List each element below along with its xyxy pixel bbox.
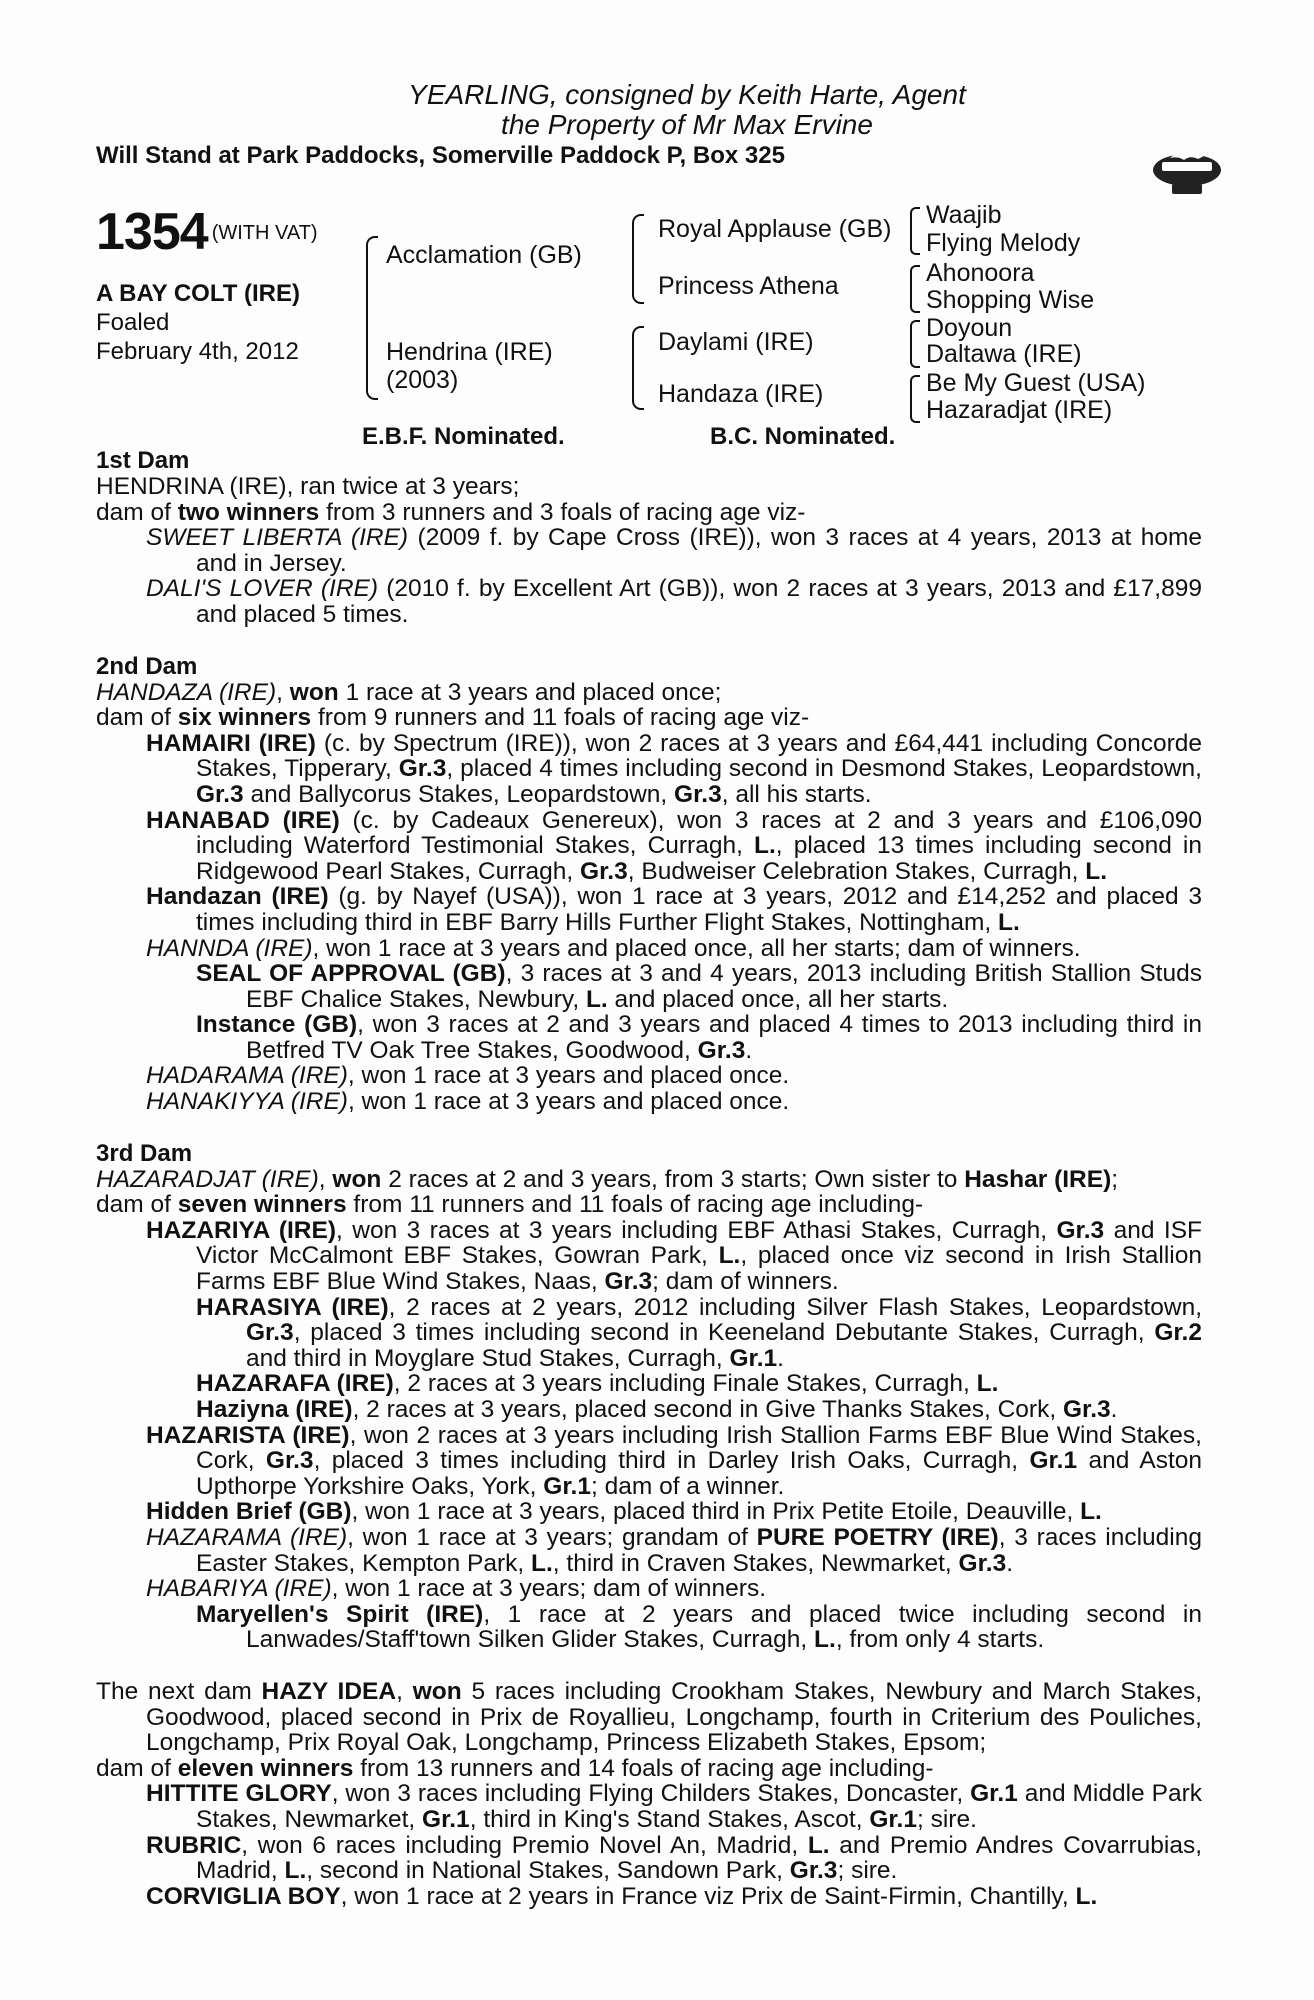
granddam-3: Daltawa (IRE) <box>926 340 1082 368</box>
dam: Hendrina (IRE) <box>386 338 553 366</box>
list-item: HABARIYA (IRE), won 1 race at 3 years; dam of winners. <box>146 1575 767 1603</box>
sire-dam: Princess Athena <box>658 272 839 300</box>
vat-label: (WITH VAT) <box>211 222 318 244</box>
lot-block <box>96 203 356 366</box>
list-item: Haziyna (IRE), 2 races at 3 years, placed second in Give Thanks Stakes, Cork, Gr.3. <box>196 1396 1118 1423</box>
foaled-label: Foaled <box>96 309 170 336</box>
list-item: HAZARAFA (IRE), 2 races at 3 years including Finale Stakes, Curragh, L. <box>196 1370 999 1398</box>
catalogue-body <box>96 448 1202 1909</box>
list-item: HADARAMA (IRE), won 1 race at 3 years and placed once. <box>146 1062 790 1090</box>
list-item: Maryellen's Spirit (IRE), 1 race at 2 years and placed twice including second in Lanwades/Staff'town Silken Glider Stakes, Curragh, L., from only 4 starts. <box>196 1600 1202 1654</box>
granddam-2: Shopping Wise <box>926 286 1095 314</box>
sire-sire: Royal Applause (GB) <box>658 215 892 243</box>
grandsire-4: Be My Guest (USA) <box>926 369 1146 397</box>
sire: Acclamation (GB) <box>386 241 582 269</box>
yearling-bonus-badge-icon <box>1148 148 1226 200</box>
bc-nominated: B.C. Nominated. <box>710 423 896 450</box>
list-item: DALI'S LOVER (IRE) (2010 f. by Excellent Art (GB)), won 2 races at 3 years, 2013 and £17,899 and placed 5 times. <box>146 575 1202 628</box>
first-dam-line: HENDRINA (IRE), ran twice at 3 years; <box>96 473 520 500</box>
granddam-1: Flying Melody <box>926 229 1081 257</box>
list-item: HANABAD (IRE) (c. by Cadeaux Genereux), won 3 races at 2 and 3 years and £106,090 including Waterford Testimonial Stakes, Curragh, L., placed 13 times including second in Ridgewood Pearl Stakes, Curragh, Gr.3, Budweiser Celebration Stakes, Curragh, L. <box>146 806 1202 885</box>
list-item: HANNDA (IRE), won 1 race at 3 years and placed once, all her starts; dam of winners. <box>146 934 1081 962</box>
property-line: the Property of Mr Max Ervine <box>501 109 873 140</box>
list-item: Handazan (IRE) (g. by Nayef (USA)), won 1 race at 3 years, 2012 and £14,252 and placed 3 times including third in EBF Barry Hills Further Flight Stakes, Nottingham, L. <box>146 883 1202 936</box>
g-brace-1 <box>910 207 920 255</box>
g-brace-4 <box>910 375 920 423</box>
list-item: Hidden Brief (GB), won 1 race at 3 years, placed third in Prix Petite Etoile, Deauville, L. <box>146 1498 1102 1526</box>
ebf-nominated: E.B.F. Nominated. <box>362 423 565 450</box>
location-line: Will Stand at Park Paddocks, Somerville Paddock P, Box 325 <box>96 142 785 169</box>
list-item: HAZARISTA (IRE), won 2 races at 3 years including Irish Stallion Farms EBF Blue Wind Stakes, Cork, Gr.3, placed 3 times including third in Darley Irish Oaks, Curragh, Gr.1 and Aston Upthorpe Yorkshire Oaks, York, Gr.1; dam of a winner. <box>146 1421 1203 1500</box>
lot-description: A BAY COLT (IRE) <box>96 280 301 307</box>
g-brace-2 <box>910 265 920 313</box>
list-item: Instance (GB), won 3 races at 2 and 3 years and placed 4 times to 2013 including third in Betfred TV Oak Tree Stakes, Goodwood, Gr.3. <box>196 1011 1202 1064</box>
list-item: HANAKIYYA (IRE), won 1 race at 3 years and placed once. <box>146 1088 790 1116</box>
grandsire-3: Doyoun <box>926 314 1013 342</box>
next-dam-produce: dam of eleven winners from 13 runners and 14 foals of racing age including- <box>96 1754 934 1782</box>
dam-line-brace <box>632 326 644 410</box>
list-item: SEAL OF APPROVAL (GB), 3 races at 3 and 4 years, 2013 including British Stallion Studs EBF Chalice Stakes, Newbury, L. and placed once, all her starts. <box>196 960 1202 1013</box>
list-item: HITTITE GLORY, won 3 races including Flying Childers Stakes, Doncaster, Gr.1 and Middle Park Stakes, Newmarket, Gr.1, third in King's Stand Stakes, Ascot, Gr.1; sire. <box>146 1780 1202 1833</box>
pedigree-brace <box>366 236 378 400</box>
first-dam-heading: 1st Dam <box>96 447 190 474</box>
next-dam-line: The next dam HAZY IDEA, won 5 races including Crookham Stakes, Newbury and March Stakes, Goodwood, placed second in Prix de Royallieu, Longchamp, fourth in Criterium des Pouliches, Longchamp, Prix Royal Oak, Longchamp, Princess Elizabeth Stakes, Epsom; <box>96 1677 1203 1757</box>
third-dam-line: HAZARADJAT (IRE), won 2 races at 2 and 3 years, from 3 starts; Own sister to Hashar (IRE); <box>96 1165 1119 1193</box>
grandsire-2: Ahonoora <box>926 259 1035 287</box>
foaled-date: February 4th, 2012 <box>96 338 299 365</box>
list-item: HARASIYA (IRE), 2 races at 2 years, 2012 including Silver Flash Stakes, Leopardstown, Gr.3, placed 3 times including second in Keeneland Debutante Stakes, Curragh, Gr.2 and third in Moyglare Stud Stakes, Curragh, Gr.1. <box>196 1293 1202 1372</box>
g-brace-3 <box>910 320 920 368</box>
list-item: SWEET LIBERTA (IRE) (2009 f. by Cape Cross (IRE)), won 3 races at 4 years, 2013 at home and in Jersey. <box>146 524 1202 577</box>
list-item: RUBRIC, won 6 races including Premio Novel An, Madrid, L. and Premio Andres Covarrubias, Madrid, L., second in National Stakes, Sandown Park, Gr.3; sire. <box>146 1831 1203 1885</box>
dam-sire: Daylami (IRE) <box>658 328 814 356</box>
third-dam-heading: 3rd Dam <box>96 1139 193 1167</box>
list-item: HAZARAMA (IRE), won 1 race at 3 years; grandam of PURE POETRY (IRE), 3 races including Easter Stakes, Kempton Park, L., third in Craven Stakes, Newmarket, Gr.3. <box>146 1523 1202 1577</box>
dam-year: (2003) <box>386 366 459 394</box>
consignor-line: YEARLING, consigned by Keith Harte, Agent <box>408 79 966 110</box>
lot-number: 1354 <box>96 203 208 261</box>
grandsire-1: Waajib <box>926 201 1002 229</box>
catalogue-header <box>0 80 1314 172</box>
list-item: CORVIGLIA BOY, won 1 race at 2 years in France viz Prix de Saint-Firmin, Chantilly, L. <box>146 1882 1098 1910</box>
sire-line-brace <box>632 214 644 304</box>
second-dam-produce: dam of six winners from 9 runners and 11 foals of racing age viz- <box>96 704 810 732</box>
list-item: HAZARIYA (IRE), won 3 races at 3 years including EBF Athasi Stakes, Curragh, Gr.3 and ISF Victor McCalmont EBF Stakes, Gowran Park, L., placed once viz second in Irish Stallion Farms EBF Blue Wind Stakes, Naas, Gr.3; dam of winners. <box>146 1216 1203 1296</box>
second-dam-heading: 2nd Dam <box>96 652 198 680</box>
first-dam-produce: dam of two winners from 3 runners and 3 foals of racing age viz- <box>96 498 806 526</box>
granddam-4: Hazaradjat (IRE) <box>926 396 1113 424</box>
list-item: HAMAIRI (IRE) (c. by Spectrum (IRE)), won 2 races at 3 years and £64,441 including Concorde Stakes, Tipperary, Gr.3, placed 4 times including second in Desmond Stakes, Leopardstown, Gr.3 and Ballycorus Stakes, Leopardstown, Gr.3, all his starts. <box>146 729 1202 808</box>
third-dam-produce: dam of seven winners from 11 runners and 11 foals of racing age including- <box>96 1191 924 1219</box>
dam-dam: Handaza (IRE) <box>658 380 824 408</box>
second-dam-line: HANDAZA (IRE), won 1 race at 3 years and placed once; <box>96 678 722 706</box>
